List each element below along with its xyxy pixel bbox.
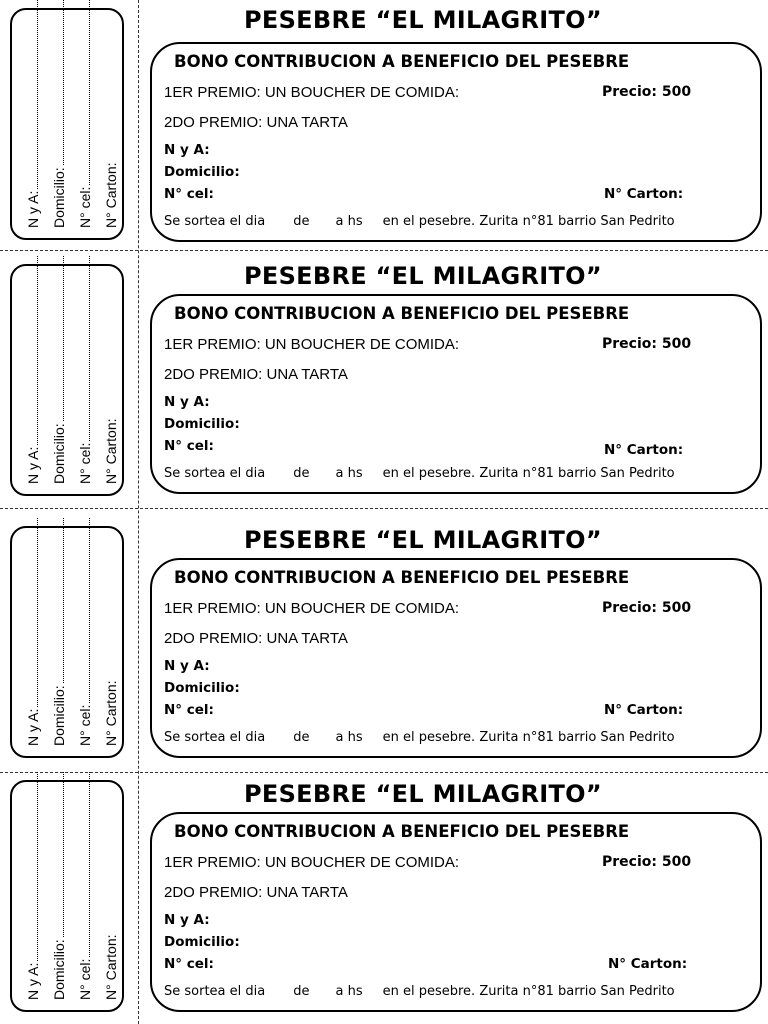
stub-name-line: N y A: xyxy=(17,772,41,1000)
ticket-card xyxy=(150,294,762,494)
second-prize: 2DO PREMIO: UNA TARTA xyxy=(164,114,348,131)
address-label: Domicilio: xyxy=(164,680,240,696)
draw-info: Se sortea el dia de a hs en el pesebre. Zurita n°81 barrio San Pedrito xyxy=(164,730,675,745)
draw-info: Se sortea el dia de a hs en el pesebre. Zurita n°81 barrio San Pedrito xyxy=(164,214,675,229)
stub-fields xyxy=(16,256,120,484)
name-label: N y A: xyxy=(164,912,210,928)
ticket-subtitle: BONO CONTRIBUCION A BENEFICIO DEL PESEBRE xyxy=(174,304,630,323)
second-prize: 2DO PREMIO: UNA TARTA xyxy=(164,884,348,901)
address-label: Domicilio: xyxy=(164,934,240,950)
carton-label: N° Carton: xyxy=(608,956,688,972)
stub-phone-line: N° cel: xyxy=(69,256,93,484)
stub-carton-line: N° Carton: xyxy=(103,162,119,228)
first-prize: 1ER PREMIO: UN BOUCHER DE COMIDA: xyxy=(164,600,460,617)
second-prize: 2DO PREMIO: UNA TARTA xyxy=(164,366,348,383)
stub-name-line: N y A: xyxy=(17,0,41,228)
stub-name-line: N y A: xyxy=(17,256,41,484)
stub-address-line: Domicilio: xyxy=(43,518,67,746)
carton-label: N° Carton: xyxy=(604,186,684,202)
stub-fields xyxy=(16,518,120,746)
name-label: N y A: xyxy=(164,658,210,674)
raffle-ticket xyxy=(0,256,768,512)
stub-phone-line: N° cel: xyxy=(69,772,93,1000)
draw-info: Se sortea el dia de a hs en el pesebre. Zurita n°81 barrio San Pedrito xyxy=(164,984,675,999)
draw-info: Se sortea el dia de a hs en el pesebre. Zurita n°81 barrio San Pedrito xyxy=(164,466,675,481)
stub-address-line: Domicilio: xyxy=(43,256,67,484)
stub-address-line: Domicilio: xyxy=(43,772,67,1000)
phone-label: N° cel: xyxy=(164,956,214,972)
phone-label: N° cel: xyxy=(164,702,214,718)
phone-label: N° cel: xyxy=(164,438,214,454)
name-label: N y A: xyxy=(164,394,210,410)
ticket-stub xyxy=(10,8,124,240)
ticket-price: Precio: 500 xyxy=(602,854,692,870)
address-label: Domicilio: xyxy=(164,164,240,180)
first-prize: 1ER PREMIO: UN BOUCHER DE COMIDA: xyxy=(164,84,460,101)
stub-carton-line: N° Carton: xyxy=(103,934,119,1000)
ticket-stub xyxy=(10,264,124,496)
raffle-ticket xyxy=(0,0,768,256)
stub-carton-line: N° Carton: xyxy=(103,418,119,484)
address-label: Domicilio: xyxy=(164,416,240,432)
stub-fields xyxy=(16,0,120,228)
stub-phone-line: N° cel: xyxy=(69,0,93,228)
ticket-price: Precio: 500 xyxy=(602,336,692,352)
first-prize: 1ER PREMIO: UN BOUCHER DE COMIDA: xyxy=(164,854,460,871)
ticket-title: PESEBRE “EL MILAGRITO” xyxy=(244,6,602,34)
ticket-stub xyxy=(10,780,124,1012)
ticket-card xyxy=(150,558,762,758)
first-prize: 1ER PREMIO: UN BOUCHER DE COMIDA: xyxy=(164,336,460,353)
carton-label: N° Carton: xyxy=(604,702,684,718)
ticket-card xyxy=(150,812,762,1012)
ticket-subtitle: BONO CONTRIBUCION A BENEFICIO DEL PESEBRE xyxy=(174,52,630,71)
ticket-title: PESEBRE “EL MILAGRITO” xyxy=(244,262,602,290)
ticket-price: Precio: 500 xyxy=(602,600,692,616)
stub-phone-line: N° cel: xyxy=(69,518,93,746)
stub-name-line: N y A: xyxy=(17,518,41,746)
ticket-stub xyxy=(10,526,124,758)
ticket-title: PESEBRE “EL MILAGRITO” xyxy=(244,526,602,554)
ticket-subtitle: BONO CONTRIBUCION A BENEFICIO DEL PESEBRE xyxy=(174,822,630,841)
stub-address-line: Domicilio: xyxy=(43,0,67,228)
stub-carton-line: N° Carton: xyxy=(103,680,119,746)
raffle-ticket xyxy=(0,768,768,1024)
second-prize: 2DO PREMIO: UNA TARTA xyxy=(164,630,348,647)
ticket-subtitle: BONO CONTRIBUCION A BENEFICIO DEL PESEBRE xyxy=(174,568,630,587)
horizontal-cut-line xyxy=(0,250,768,251)
horizontal-cut-line xyxy=(0,508,768,509)
ticket-title: PESEBRE “EL MILAGRITO” xyxy=(244,780,602,808)
carton-label: N° Carton: xyxy=(604,442,684,458)
stub-fields xyxy=(16,772,120,1000)
raffle-ticket xyxy=(0,512,768,768)
name-label: N y A: xyxy=(164,142,210,158)
ticket-card xyxy=(150,42,762,242)
ticket-price: Precio: 500 xyxy=(602,84,692,100)
phone-label: N° cel: xyxy=(164,186,214,202)
